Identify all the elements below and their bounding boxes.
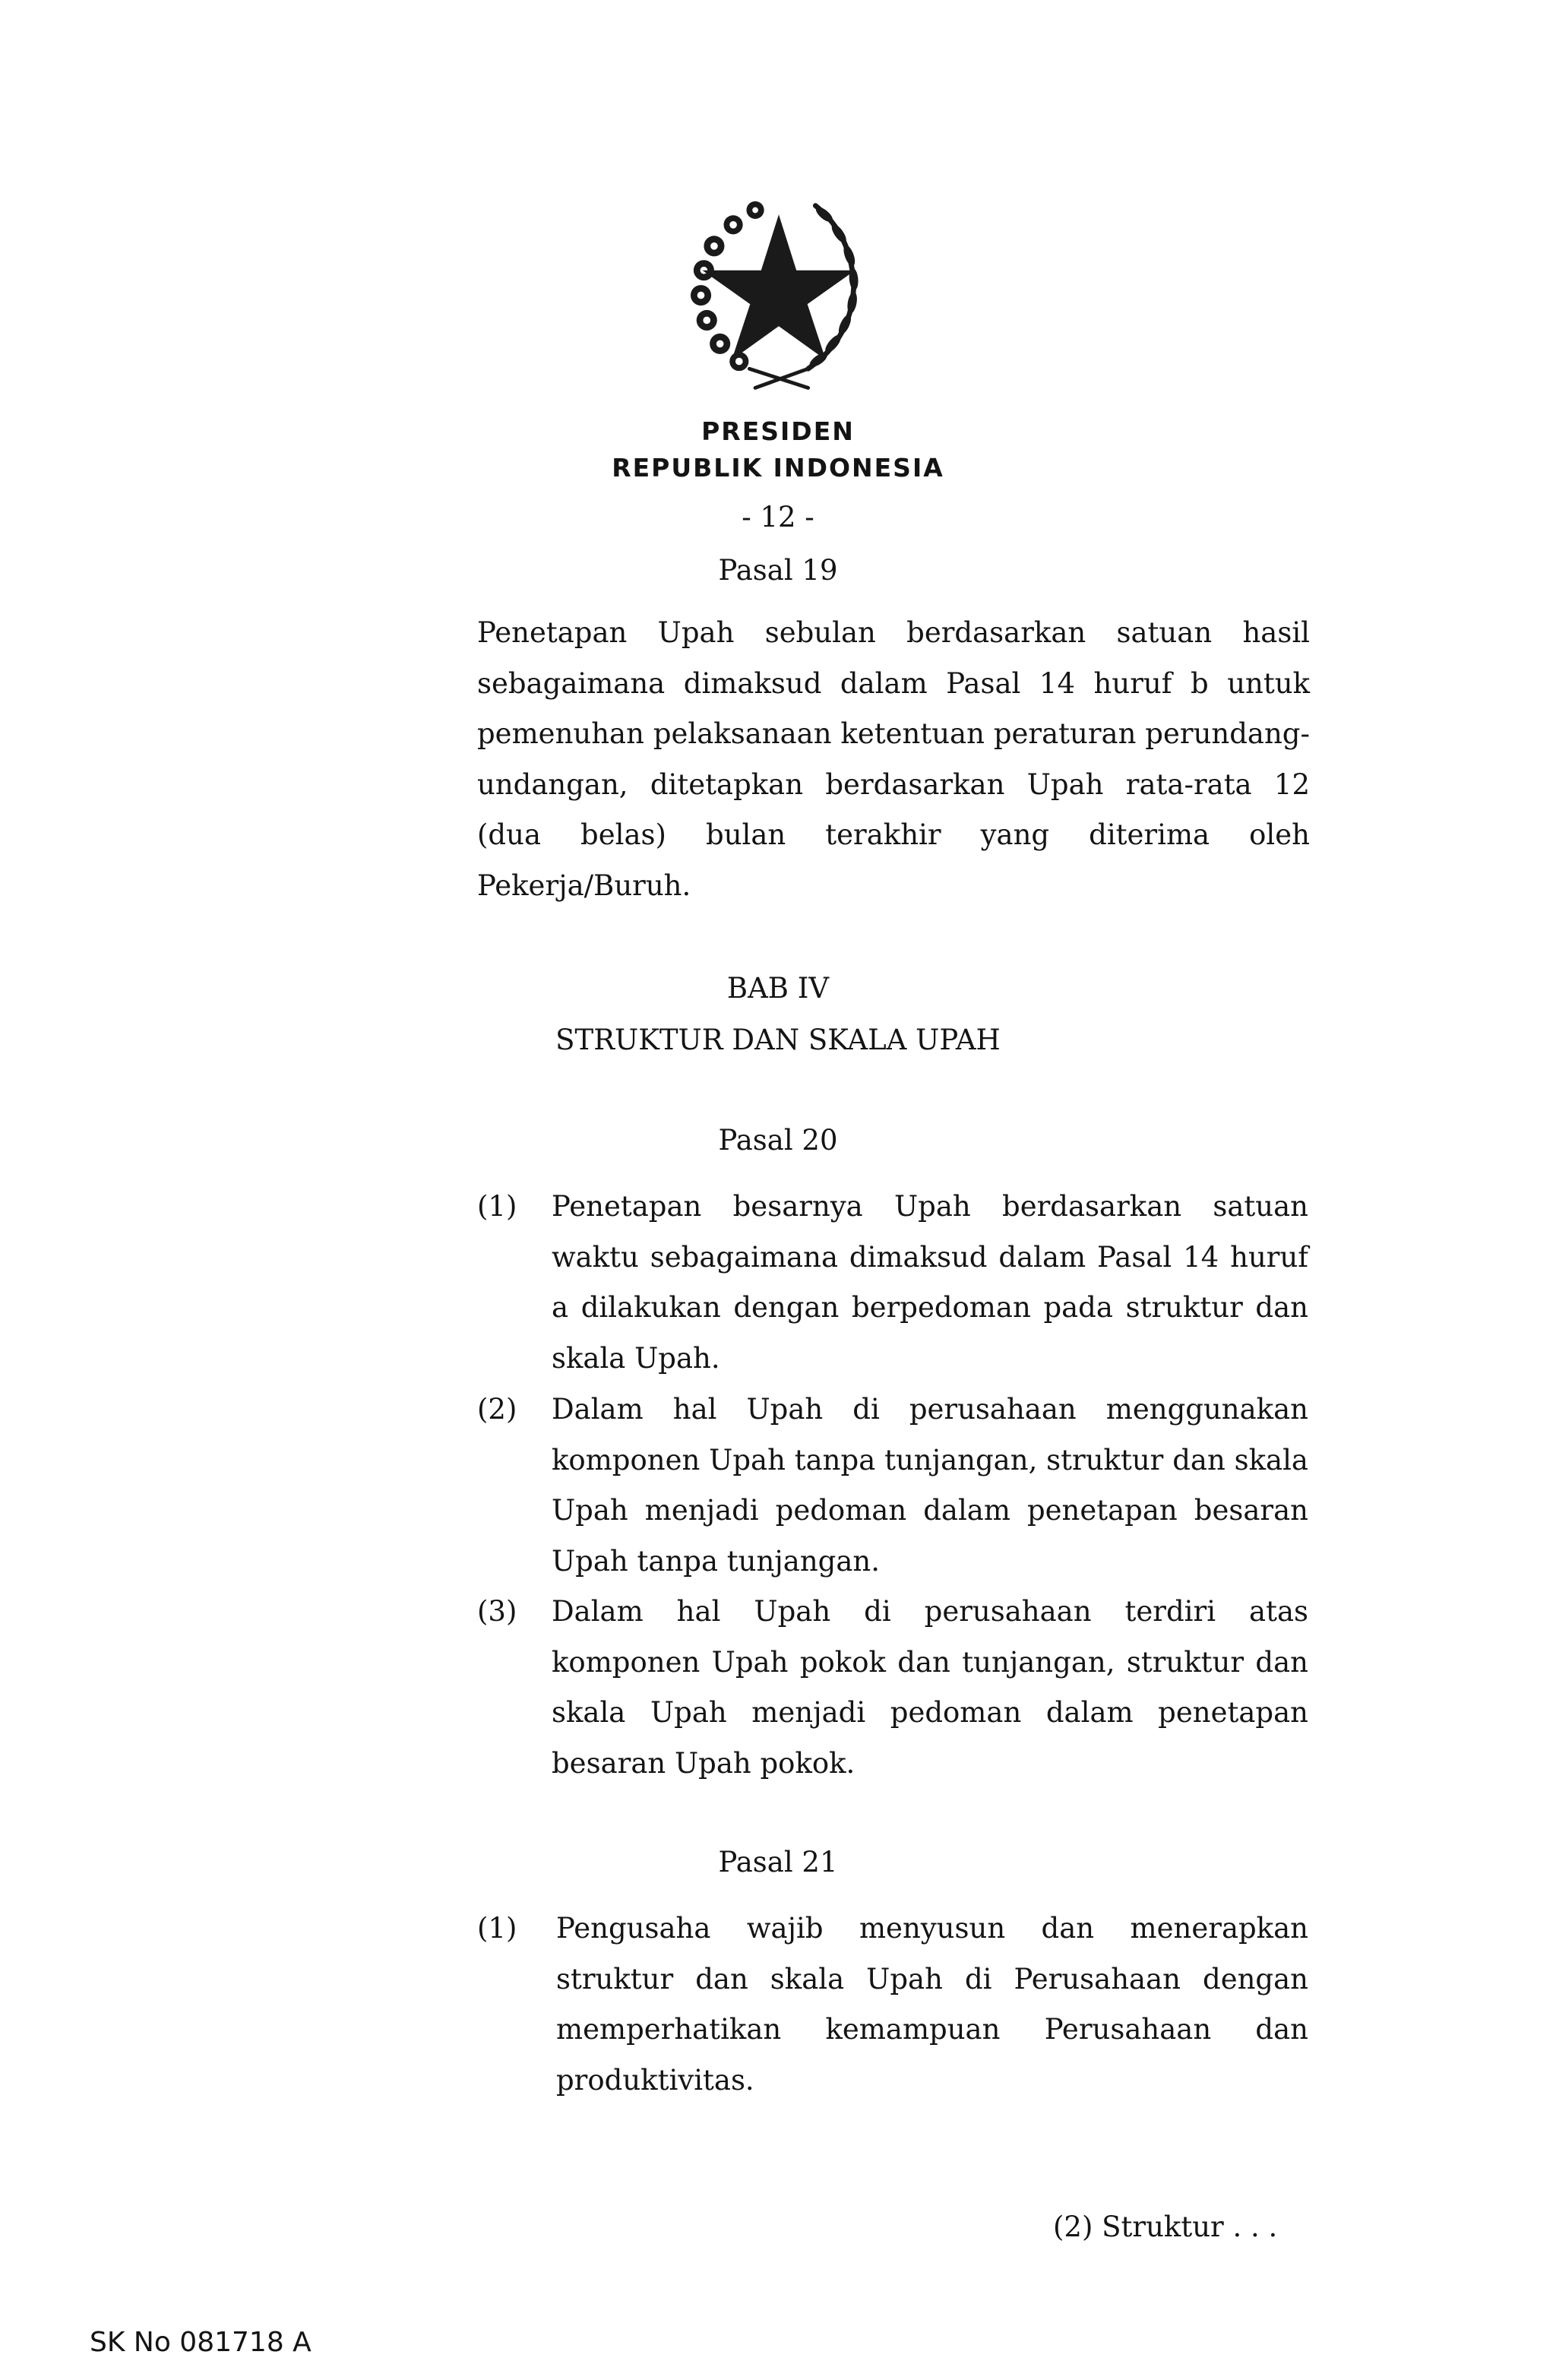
pasal-20-item-3-text: Dalam hal Upah di perusahaan terdiri atas komponen Upah pokok dan tunjangan, struktur dan skala Upah menjadi pedoman dalam penetapan besaran Upah pokok. (552, 1595, 1308, 1780)
pasal-20-item-1-text: Penetapan besarnya Upah berdasarkan satuan waktu sebagaimana dimaksud dalam Pasal 14 huruf a dilakukan dengan berpedoman pada struktur dan skala Upah. (552, 1190, 1308, 1375)
header-presiden: PRESIDEN (701, 416, 855, 446)
pasal-20-item-2-number: (2) (477, 1393, 517, 1426)
pasal-20-item-1-number: (1) (477, 1190, 517, 1223)
chapter-title: STRUKTUR DAN SKALA UPAH (555, 1024, 1001, 1056)
pasal-20-item-2-text: Dalam hal Upah di perusahaan menggunakan komponen Upah tanpa tunjangan, struktur dan skala Upah menjadi pedoman dalam penetapan besaran Upah tanpa tunjangan. (552, 1393, 1308, 1578)
presidential-emblem-icon (669, 176, 889, 397)
page-number: - 12 - (742, 501, 814, 533)
pasal-19-text: Penetapan Upah sebulan berdasarkan satuan hasil sebagaimana dimaksud dalam Pasal 14 huruf b untuk pemenuhan pelaksanaan ketentuan peraturan perundang-undangan, ditetapkan berdasarkan Upah rata-rata 12 (dua belas) bulan terakhir yang diterima oleh Pekerja/Buruh. (477, 616, 1310, 902)
continuation-text: (2) Struktur . . . (1053, 2211, 1278, 2243)
pasal-21-item-1-number: (1) (477, 1912, 517, 1945)
pasal-19-title: Pasal 19 (718, 554, 838, 587)
chapter-number: BAB IV (726, 972, 830, 1005)
header-republik-indonesia: REPUBLIK INDONESIA (612, 453, 944, 483)
pasal-20-item-3-number: (3) (477, 1595, 517, 1628)
pasal-21-title: Pasal 21 (718, 1846, 838, 1878)
pasal-21-item-1-text: Pengusaha wajib menyusun dan menerapkan struktur dan skala Upah di Perusahaan dengan memperhatikan kemampuan Perusahaan dan produktivitas. (556, 1912, 1308, 2097)
pasal-20-title: Pasal 20 (718, 1124, 838, 1157)
footer-document-code: SK No 081718 A (90, 2327, 312, 2358)
